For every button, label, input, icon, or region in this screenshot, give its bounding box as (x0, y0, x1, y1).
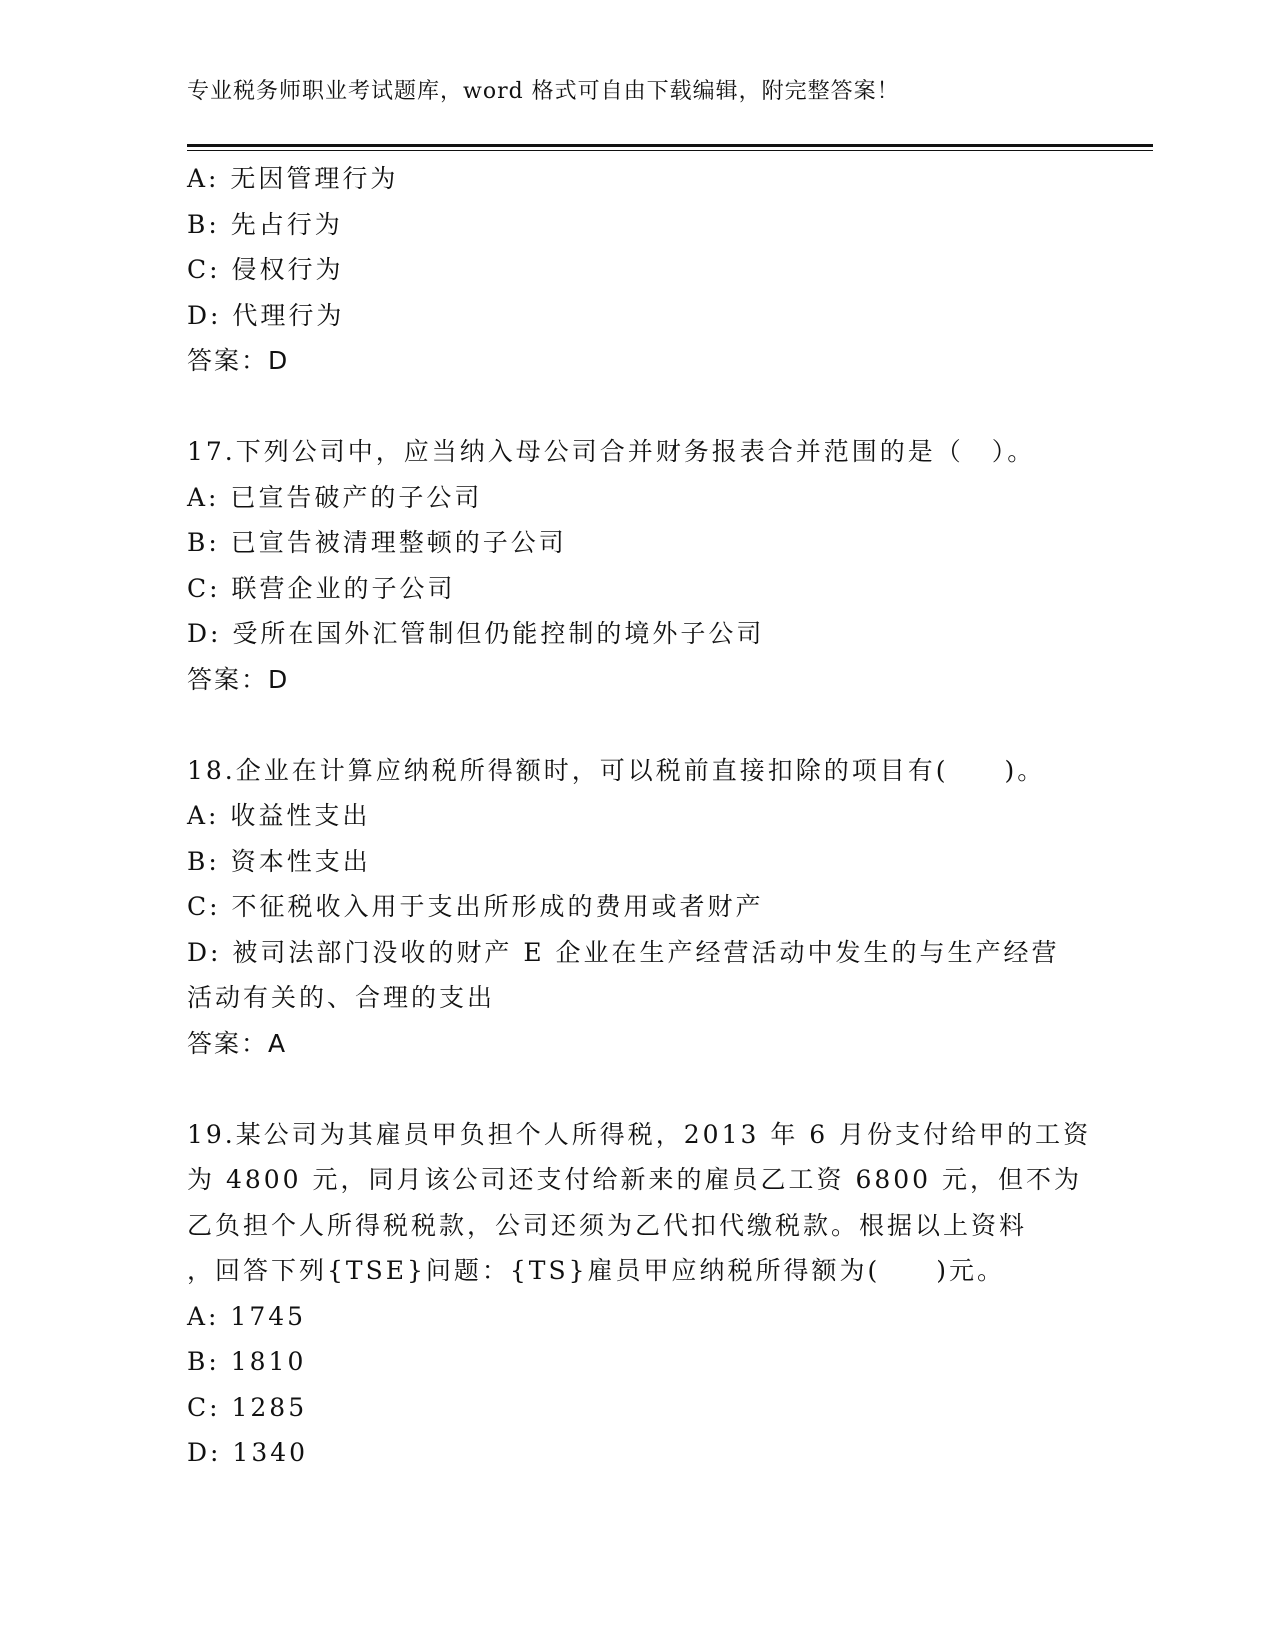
question-18 (187, 748, 1087, 1067)
header-rule-thin (187, 150, 1153, 151)
question-stem: 18.企业在计算应纳税所得额时，可以税前直接扣除的项目有( )。 (187, 755, 1046, 785)
option-a: A: 收益性支出 (187, 801, 371, 830)
question-stem-line-1: 19.某公司为其雇员甲负担个人所得税，2013 年 6 月份支付给甲的工资 (187, 1119, 1092, 1149)
question-19 (187, 1112, 1092, 1476)
header-rule-thick (187, 144, 1153, 147)
question-content (187, 156, 1092, 1476)
question-stem-line-4: ，回答下列{TSE}问题：{TS}雇员甲应纳税所得额为( )元。 (187, 1256, 1005, 1285)
question-16 (187, 156, 1087, 384)
spacer (187, 702, 1087, 748)
option-c: C: 侵权行为 (187, 255, 344, 284)
question-stem-line-2: 为 4800 元，同月该公司还支付给新来的雇员乙工资 6800 元，但不为 (187, 1165, 1083, 1194)
option-b: B: 1810 (187, 1347, 307, 1376)
option-d: D: 代理行为 (187, 300, 345, 330)
option-a: A: 1745 (187, 1301, 307, 1331)
option-c: C: 联营企业的子公司 (187, 573, 456, 603)
option-d: D: 被司法部门没收的财产 E 企业在生产经营活动中发生的与生产经营 (187, 937, 1060, 967)
option-a: A: 已宣告破产的子公司 (187, 482, 483, 512)
option-c: C: 不征税收入用于支出所形成的费用或者财产 (187, 892, 764, 921)
page-header: 专业税务师职业考试题库，word 格式可自由下载编辑，附完整答案！ (187, 79, 900, 104)
question-stem: 17.下列公司中，应当纳入母公司合并财务报表合并范围的是（ ）。 (187, 437, 1036, 466)
question-stem-line-3: 乙负担个人所得税税款，公司还须为乙代扣代缴税款。根据以上资料 (187, 1210, 1028, 1240)
answer-line: 答案：A (187, 1028, 288, 1058)
spacer (187, 384, 1087, 430)
option-d: D: 1340 (187, 1438, 309, 1467)
option-b: B: 资本性支出 (187, 846, 371, 876)
answer-line: 答案：D (187, 664, 290, 694)
option-b: B: 先占行为 (187, 209, 343, 239)
option-b: B: 已宣告被清理整顿的子公司 (187, 528, 567, 557)
option-c: C: 1285 (187, 1392, 308, 1422)
answer-line: 答案：D (187, 346, 290, 375)
option-d-continued: 活动有关的、合理的支出 (187, 983, 496, 1012)
option-d: D: 受所在国外汇管制但仍能控制的境外子公司 (187, 619, 765, 648)
option-a: A: 无因管理行为 (187, 164, 399, 193)
spacer (187, 1066, 1087, 1112)
question-17 (187, 429, 1087, 702)
